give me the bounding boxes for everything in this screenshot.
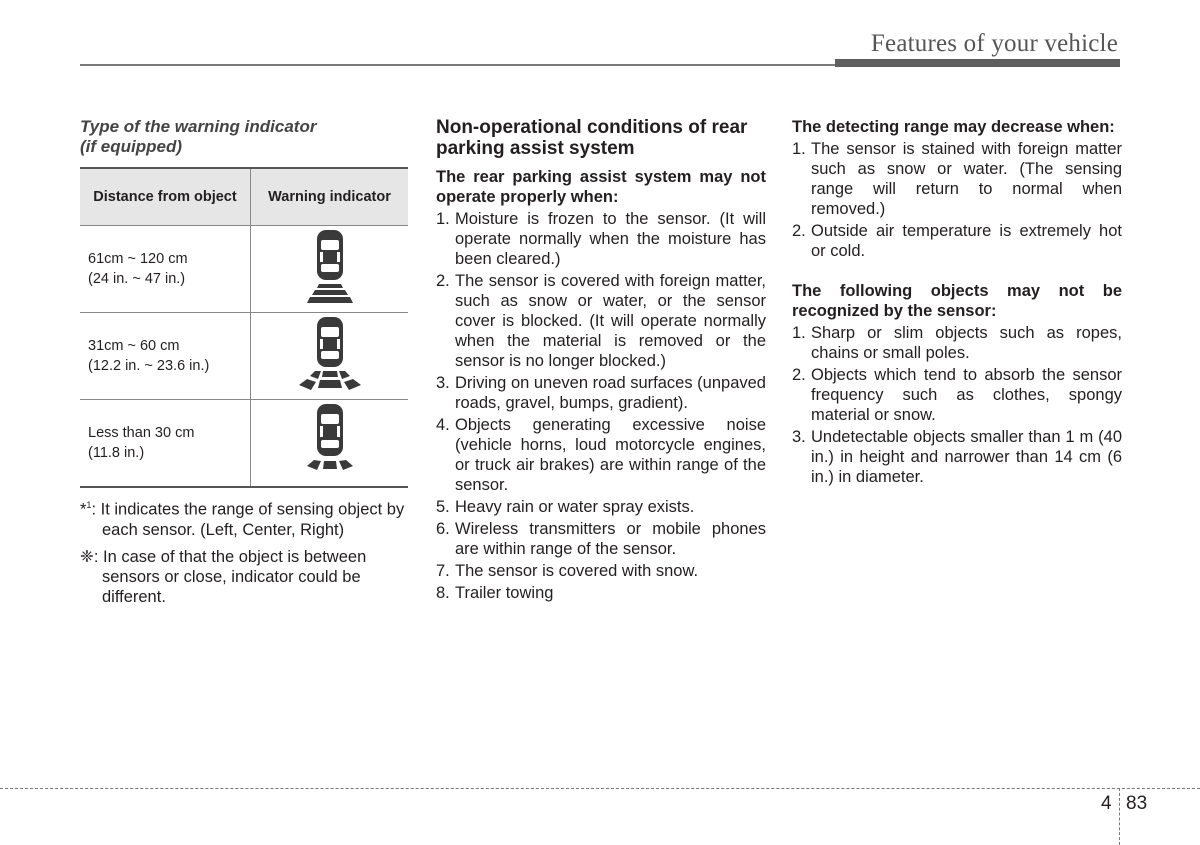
list-text: Moisture is frozen to the sensor. (It will operate normally when the moisture has been cleared.) [455, 210, 766, 268]
list-item [792, 323, 1122, 363]
footer-rule [0, 788, 1200, 789]
distance-cell [80, 226, 251, 313]
note-indicator-different [80, 547, 410, 607]
list-number: 1. [436, 210, 450, 228]
table-header-distance: Distance from object [80, 168, 251, 226]
header-rule [80, 64, 835, 66]
list-number: 3. [792, 428, 806, 446]
list-text: Undetectable objects smaller than 1 m (40 in.) in height and narrower than 14 cm (6 in.) in diameter. [811, 428, 1122, 486]
list-item [436, 209, 766, 269]
list-item [436, 415, 766, 495]
list-item [792, 427, 1122, 487]
unrecognized-objects-list [792, 323, 1122, 487]
list-text: The sensor is covered with foreign matter, such as snow or water, or the sensor cover is blocked. (It will operate normally when the material is removed or the sensor is no longer blocked.) [455, 272, 766, 370]
list-item [436, 583, 766, 603]
list-text: Wireless transmitters or mobile phones are within range of the sensor. [455, 520, 766, 558]
indicator-type-heading-line1: Type of the warning indicator [80, 117, 317, 136]
chapter-number: 4 [1101, 793, 1112, 814]
non-operational-subheading: The rear parking assist system may not operate properly when: [436, 168, 766, 206]
page-header-title: Features of your vehicle [870, 30, 1118, 57]
indicator-type-heading-line2: (if equipped) [80, 137, 182, 156]
note-sensing-range [80, 495, 410, 540]
detecting-range-list [792, 139, 1122, 261]
range-metric: 31cm ~ 60 cm [88, 338, 180, 354]
distance-cell [80, 313, 251, 400]
list-text: Objects which tend to absorb the sensor frequency such as clothes, spongy material or snow. [811, 366, 1122, 424]
car-sensor-near-icon [290, 400, 370, 480]
list-number: 7. [436, 562, 450, 580]
list-text: The sensor is stained with foreign matter such as snow or water. (The sensing range will return to normal when removed.) [811, 140, 1122, 218]
list-number: 1. [792, 140, 806, 158]
list-text: The sensor is covered with snow. [455, 562, 699, 580]
list-text: Heavy rain or water spray exists. [455, 498, 695, 516]
list-text: Outside air temperature is extremely hot or cold. [811, 222, 1122, 260]
note-marker: ❈ [80, 547, 94, 566]
car-sensor-far-icon [295, 226, 365, 306]
detecting-range-heading: The detecting range may decrease when: [792, 118, 1115, 136]
list-number: 4. [436, 416, 450, 434]
list-number: 2. [436, 272, 450, 290]
range-imperial: (11.8 in.) [88, 445, 145, 461]
middle-column [436, 117, 766, 605]
indicator-cell [251, 400, 409, 488]
indicator-cell [251, 313, 409, 400]
list-item [436, 561, 766, 581]
list-item [436, 271, 766, 371]
non-operational-heading: Non-operational conditions of rear parking assist system [436, 117, 748, 159]
range-metric: 61cm ~ 120 cm [88, 251, 188, 267]
left-column [80, 117, 410, 607]
car-sensor-mid-icon [285, 313, 375, 393]
distance-cell [80, 400, 251, 488]
range-metric: Less than 30 cm [88, 425, 195, 441]
list-number: 5. [436, 498, 450, 516]
table-header-indicator: Warning indicator [251, 168, 409, 226]
list-item [792, 365, 1122, 425]
list-number: 3. [436, 374, 450, 392]
table-row [80, 226, 408, 313]
warning-indicator-table [80, 167, 408, 488]
list-text: Sharp or slim objects such as ropes, chains or small poles. [811, 324, 1122, 362]
note-marker-sup: 1 [86, 500, 92, 510]
note-text: : In case of that the object is between sensors or close, indicator could be different. [93, 547, 367, 606]
indicator-type-heading [80, 117, 410, 157]
page-number: 83 [1126, 793, 1148, 814]
indicator-cell [251, 226, 409, 313]
list-item [436, 497, 766, 517]
list-item [792, 139, 1122, 219]
list-number: 1. [792, 324, 806, 342]
range-imperial: (12.2 in. ~ 23.6 in.) [88, 358, 210, 374]
list-number: 2. [792, 366, 806, 384]
table-row [80, 313, 408, 400]
list-item [792, 221, 1122, 261]
footer-divider [1119, 788, 1120, 845]
note-text: : It indicates the range of sensing object by each sensor. (Left, Center, Right) [91, 500, 405, 539]
list-text: Trailer towing [455, 584, 554, 602]
table-row [80, 400, 408, 488]
table-header-row [80, 168, 408, 226]
list-number: 2. [792, 222, 806, 240]
unrecognized-objects-heading: The following objects may not be recognized by the sensor: [792, 282, 1122, 320]
list-number: 8. [436, 584, 450, 602]
note-marker: * [80, 500, 87, 519]
list-text: Objects generating excessive noise (vehicle horns, loud motorcycle engines, or truck air brakes) are within range of the sensor. [455, 416, 766, 494]
list-number: 6. [436, 520, 450, 538]
header-rule-accent [835, 59, 1120, 67]
range-imperial: (24 in. ~ 47 in.) [88, 271, 186, 287]
list-item [436, 373, 766, 413]
non-operational-list [436, 209, 766, 603]
list-item [436, 519, 766, 559]
list-text: Driving on uneven road surfaces (unpaved roads, gravel, bumps, gradient). [455, 374, 766, 412]
right-column [792, 117, 1122, 489]
